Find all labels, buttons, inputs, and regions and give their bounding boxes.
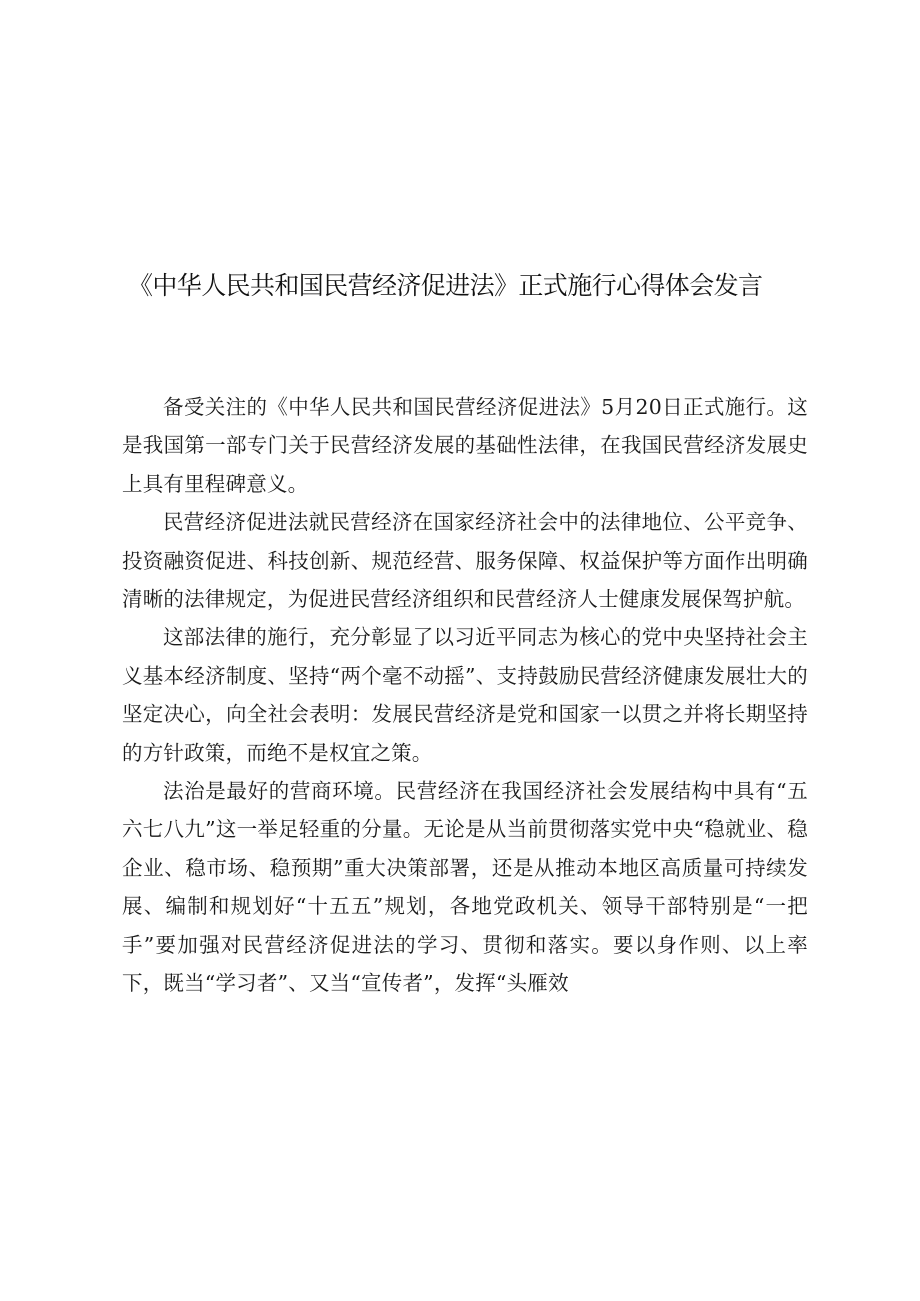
document-body xyxy=(122,388,808,1003)
paragraph-1: 备受关注的《中华人民共和国民营经济促进法》5月20日正式施行。这是我国第一部专门关于民营经济发展的基础性法律，在我国民营经济发展史上具有里程碑意义。 xyxy=(122,395,808,496)
paragraph-3: 这部法律的施行，充分彰显了以习近平同志为核心的党中央坚持社会主义基本经济制度、坚持“两个毫不动摇”、支持鼓励民营经济健康发展壮大的坚定决心，向全社会表明：发展民营经济是党和国家一以贯之并将长期坚持的方针政策，而绝不是权宜之策。 xyxy=(122,625,808,765)
paragraph-2: 民营经济促进法就民营经济在国家经济社会中的法律地位、公平竞争、投资融资促进、科技创新、规范经营、服务保障、权益保护等方面作出明确清晰的法律规定，为促进民营经济组织和民营经济人士健康发展保驾护航。 xyxy=(122,510,808,612)
paragraph-4: 法治是最好的营商环境。民营经济在我国经济社会发展结构中具有“五六七八九”这一举足轻重的分量。无论是从当前贯彻落实党中央“稳就业、稳企业、稳市场、稳预期”重大决策部署，还是从推动本地区高质量可持续发展、编制和规划好“十五五”规划，各地党政机关、领导干部特别是“一把手”要加强对民营经济促进法的学习、贯彻和落实。要以身作则、以上率下，既当“学习者”、又当“宣传者”，发挥“头雁效 xyxy=(122,779,808,996)
document-title: 《中华人民共和国民营经济促进法》正式施行心得体会发言 xyxy=(128,271,763,300)
